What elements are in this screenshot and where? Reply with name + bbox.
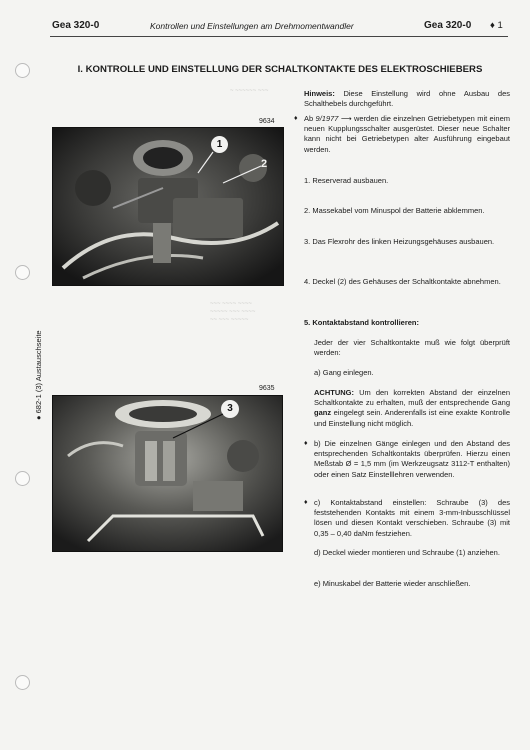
photo-number: 9635 (259, 385, 275, 392)
step-5a: a) Gang einlegen. (314, 368, 374, 377)
note-date: 9/1977 (315, 114, 339, 123)
step-5b-text: b) Die einzelnen Gänge einlegen und den Abstand des entsprechenden Schaltkontakts überprüfen. Hierzu einen Meßstab Ø = 1,5 mm (im Werkzeugsatz 3112-T enthalten) oder einen Satz Einstelllehren verwenden. (314, 439, 510, 479)
show-through-text: ~ ~~~~~~ ~~~ (230, 88, 269, 94)
callout-2: 2 (261, 158, 268, 170)
note-body: werden die einzelnen Getriebetypen mit einem neuen Kupplungsschalter ausgerüstet. Dieser neue Schalter kann nicht bei Getriebetypen alter Ausführung eingebaut werden. (304, 114, 510, 154)
step-5b (304, 439, 510, 480)
bullet-diamond: ♦ (294, 115, 298, 122)
show-through-text: ~~~ ~~~~ ~~~~ ~~~~~ ~~~ ~~~~ ~~ ~~~ ~~~~~ (210, 301, 256, 323)
bullet-diamond: ♦ (304, 499, 308, 506)
doc-code-left: Gea 320-0 (52, 20, 100, 31)
step-5d: d) Deckel wieder montieren und Schraube (1) anziehen. (314, 548, 500, 557)
step-5e: e) Minuskabel der Batterie wieder anschließen. (314, 579, 471, 588)
engine-photo-1 (52, 127, 284, 286)
warning-body-2: eingelegt sein. Anderenfalls ist eine exakte Kontrolle und Einstellung nicht möglich. (314, 408, 510, 428)
binder-hole (15, 675, 30, 690)
warning-paragraph (314, 388, 510, 429)
warning-emphasis: ganz (314, 408, 332, 418)
callout-3: 3 (221, 400, 239, 418)
engine-photo-2 (52, 395, 283, 552)
step-4: 4. Deckel (2) des Gehäuses der Schaltkontakte abnehmen. (304, 277, 501, 286)
hint-paragraph (304, 89, 510, 109)
doc-code-right: Gea 320-0 (424, 20, 472, 31)
instruction-column (294, 89, 510, 609)
binder-hole (15, 63, 30, 78)
page-header (0, 18, 530, 34)
header-rule (50, 36, 508, 37)
step-3: 3. Das Flexrohr des linken Heizungsgehäuses ausbauen. (304, 237, 495, 246)
step-2: 2. Massekabel vom Minuspol der Batterie abklemmen. (304, 206, 485, 215)
bullet-diamond: ♦ (304, 440, 308, 447)
hint-label: Hinweis: (304, 89, 335, 98)
section-title: I. KONTROLLE UND EINSTELLUNG DER SCHALTKONTAKTE DES ELEKTROSCHIEBERS (77, 64, 483, 75)
photo-number: 9634 (259, 118, 275, 125)
callout-1: 1 (211, 136, 228, 153)
step-5c (304, 498, 510, 539)
binder-hole (15, 265, 30, 280)
warning-label: ACHTUNG: (314, 388, 354, 397)
step-5-intro: Jeder der vier Schaltkontakte muß wie folgt überprüft werden: (314, 338, 510, 358)
page-number: ♦ 1 (490, 20, 503, 31)
header-title: Kontrollen und Einstellungen am Drehmomentwandler (150, 21, 354, 31)
replacement-page-label: ● 682-1 (3) Austauschseite (34, 330, 43, 420)
warning-body-1: Um den korrekten Abstand der einzelnen Schaltkontakte zu erhalten, muß der entsprechende Gang (314, 388, 510, 408)
step-5: 5. Kontaktabstand kontrollieren: (304, 318, 420, 327)
arrow-icon: ⟶ (338, 114, 354, 123)
note-prefix: Ab (304, 114, 316, 123)
step-5c-text: c) Kontaktabstand einstellen: Schraube (3) des feststehenden Kontakts mit einem 3-mm-Inbusschlüssel lösen und diesen Kontakt verschieben. Schraube (3) mit 0,35 – 0,40 daNm festziehen. (314, 498, 510, 538)
hint-body: Diese Einstellung wird ohne Ausbau des Schalthebels durchgeführt. (304, 89, 510, 109)
step-1: 1. Reserverad ausbauen. (304, 176, 389, 185)
version-note (294, 114, 510, 155)
binder-hole (15, 471, 30, 486)
